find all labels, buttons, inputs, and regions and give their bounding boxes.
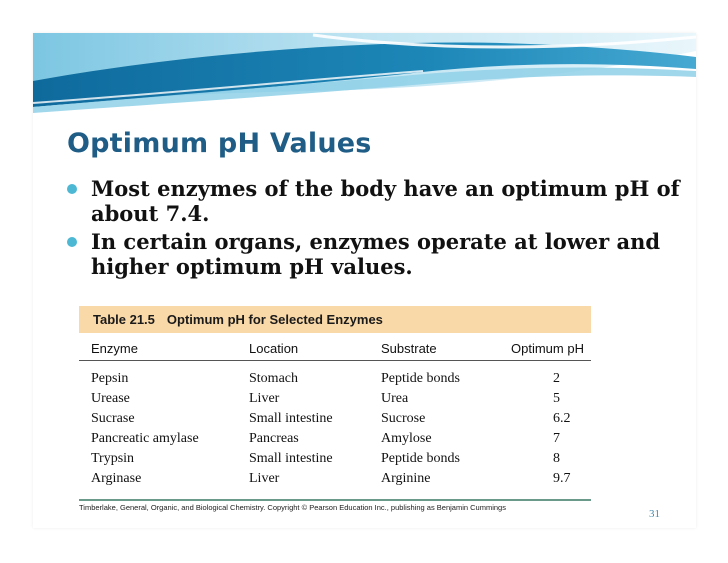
table-header-row bbox=[79, 339, 591, 361]
enzyme-table-figure bbox=[79, 306, 591, 501]
enzyme-table bbox=[79, 339, 591, 501]
decorative-wave-banner bbox=[33, 33, 696, 123]
header-location: Location bbox=[249, 339, 381, 361]
copyright-credit: Timberlake, General, Organic, and Biological Chemistry. Copyright © Pearson Education Inc., publishing as Benjamin Cummings bbox=[79, 503, 506, 512]
bullet-list bbox=[61, 176, 696, 282]
bullet-text: In certain organs, enzymes operate at lower and higher optimum pH values. bbox=[91, 229, 661, 279]
cell-substrate: Peptide bonds bbox=[381, 451, 460, 466]
cell-optimum-ph: 9.7 bbox=[511, 469, 591, 500]
cell-optimum-ph: 2 bbox=[553, 371, 560, 386]
slide bbox=[33, 33, 696, 528]
cell-substrate: Amylose bbox=[381, 431, 432, 446]
table-row bbox=[79, 389, 591, 409]
table-row bbox=[79, 361, 591, 390]
cell-location: Liver bbox=[249, 469, 381, 500]
cell-enzyme: Trypsin bbox=[91, 451, 135, 466]
bullet-text: Most enzymes of the body have an optimum pH of about 7.4. bbox=[91, 176, 680, 226]
cell-substrate: Sucrose bbox=[381, 411, 426, 426]
bullet-item bbox=[61, 229, 696, 279]
header-optimum-ph: Optimum pH bbox=[511, 339, 591, 361]
cell-location: Liver bbox=[249, 391, 280, 406]
table-row bbox=[79, 449, 591, 469]
cell-enzyme: Pepsin bbox=[91, 371, 129, 386]
cell-optimum-ph: 7 bbox=[553, 431, 560, 446]
table-caption bbox=[79, 306, 591, 333]
table-caption-label: Table 21.5 bbox=[93, 312, 155, 327]
cell-optimum-ph: 5 bbox=[553, 391, 560, 406]
cell-enzyme: Pancreatic amylase bbox=[91, 431, 199, 446]
page-number: 31 bbox=[649, 508, 660, 520]
table-row bbox=[79, 429, 591, 449]
table-row bbox=[79, 469, 591, 500]
table-caption-text: Optimum pH for Selected Enzymes bbox=[166, 312, 383, 327]
cell-enzyme: Arginase bbox=[79, 469, 249, 500]
header-enzyme: Enzyme bbox=[79, 339, 249, 361]
slide-title: Optimum pH Values bbox=[67, 128, 372, 159]
cell-enzyme: Sucrase bbox=[91, 411, 135, 426]
cell-optimum-ph: 8 bbox=[553, 451, 560, 466]
header-substrate: Substrate bbox=[381, 339, 511, 361]
cell-optimum-ph: 6.2 bbox=[553, 411, 571, 426]
bullet-dot-icon bbox=[67, 184, 77, 194]
cell-location: Small intestine bbox=[249, 451, 333, 466]
cell-location: Stomach bbox=[249, 371, 298, 386]
table-row bbox=[79, 409, 591, 429]
bullet-dot-icon bbox=[67, 237, 77, 247]
cell-substrate: Peptide bonds bbox=[381, 371, 460, 386]
cell-substrate: Arginine bbox=[381, 469, 511, 500]
cell-location: Pancreas bbox=[249, 431, 299, 446]
cell-location: Small intestine bbox=[249, 411, 333, 426]
cell-substrate: Urea bbox=[381, 391, 409, 406]
bullet-item bbox=[61, 176, 696, 226]
cell-enzyme: Urease bbox=[91, 391, 130, 406]
